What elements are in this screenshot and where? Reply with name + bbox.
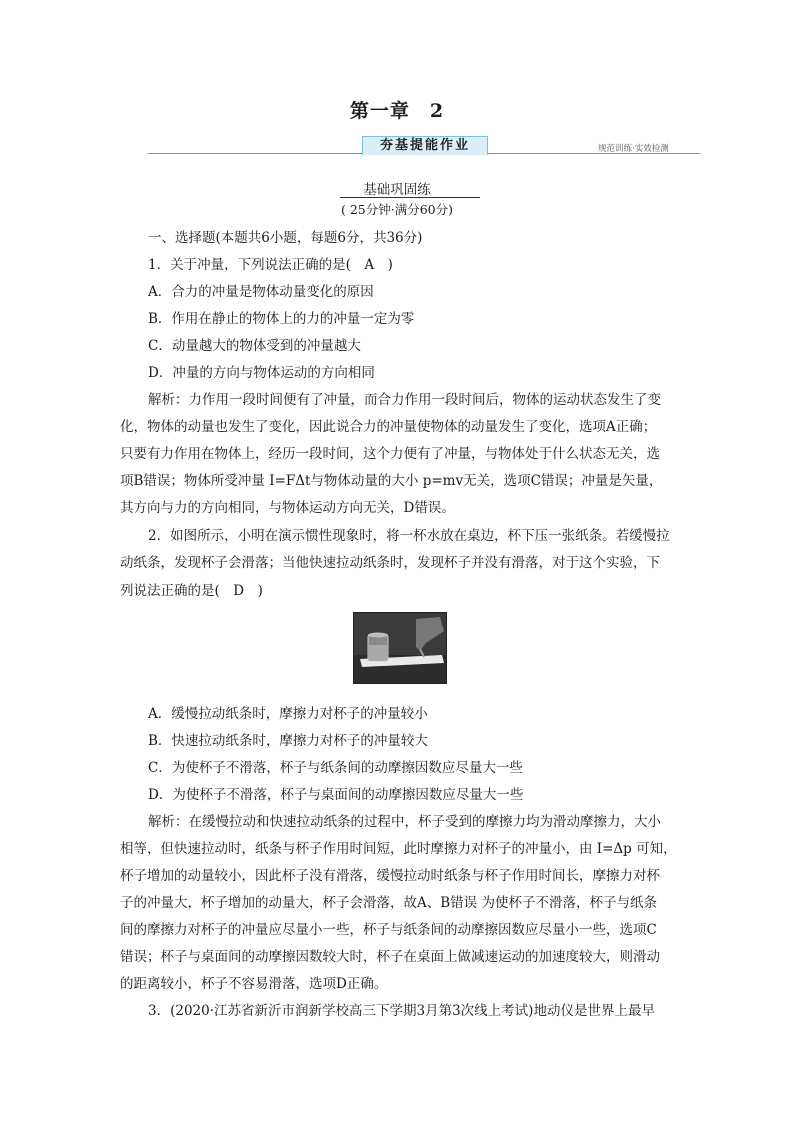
q2-option-c: C．为使杯子不滑落，杯子与纸条间的动摩擦因数应尽量大一些	[148, 760, 523, 776]
section-rule	[340, 197, 480, 198]
q2-option-d: D．为使杯子不滑落，杯子与桌面间的动摩擦因数应尽量大一些	[148, 787, 524, 803]
question-2: 2．如图所示，小明在演示惯性现象时，将一杯水放在桌边，杯下压一张纸条。若缓慢拉	[148, 528, 670, 544]
q1-analysis-line: 解析：力作用一段时间便有了冲量，而合力作用一段时间后，物体的运动状态发生了变	[148, 392, 661, 408]
section-subtitle: ( 25分钟·满分60分)	[340, 202, 453, 217]
question-2-cont: 列说法正确的是( D )	[120, 583, 263, 599]
q1-analysis-line: 其方向与力的方向相同，与物体运动方向无关，D错误。	[120, 500, 455, 516]
banner-right-label: 规范训练·实效检测	[598, 144, 669, 154]
part-heading: 一、选择题(本题共6小题，每题6分，共36分)	[148, 230, 423, 246]
q1-analysis-line: 项B错误；物体所受冲量 I=FΔt与物体动量的大小 p=mv无关，选项C错误；冲量是矢量，	[120, 473, 663, 489]
q1-option-a: A．合力的冲量是物体动量变化的原因	[148, 284, 374, 300]
section-title: 基础巩固练	[363, 182, 431, 198]
q2-option-b: B．快速拉动纸条时，摩擦力对杯子的冲量较大	[148, 733, 428, 749]
experiment-photo	[353, 612, 447, 684]
cup-on-paper-illustration	[354, 613, 446, 683]
question-1: 1．关于冲量，下列说法正确的是( A )	[148, 257, 393, 273]
q2-analysis-line: 解析：在缓慢拉动和快速拉动纸条的过程中，杯子受到的摩擦力均为滑动摩擦力，大小	[148, 814, 661, 830]
q2-analysis-line: 子的冲量大，杯子增加的动量大，杯子会滑落，故A、B错误 为使杯子不滑落，杯子与纸条	[120, 895, 657, 911]
question-3: 3．(2020·江苏省新沂市润新学校高三下学期3月第3次线上考试)地动仪是世界上最早	[148, 1003, 655, 1019]
q2-analysis-line: 的距离较小，杯子不容易滑落，选项D正确。	[120, 976, 388, 992]
question-2-cont: 动纸条，发现杯子会滑落；当他快速拉动纸条时，发现杯子并没有滑落，对于这个实验，下	[120, 555, 660, 571]
q2-option-a: A．缓慢拉动纸条时，摩擦力对杯子的冲量较小	[148, 706, 428, 722]
q2-analysis-line: 相等，但快速拉动时，纸条与杯子作用时间短，此时摩擦力对杯子的冲量小，由 I=Δp 可知，	[120, 841, 677, 857]
chapter-title: 第一章 2	[349, 100, 445, 122]
homework-banner: 夯基提能作业	[362, 136, 488, 155]
q1-analysis-line: 化，物体的动量也发生了变化，因此说合力的冲量使物体的动量发生了变化，选项A正确；	[120, 419, 657, 435]
q2-analysis-line: 间的摩擦力对杯子的冲量应尽量小一些，杯子与纸条间的动摩擦因数应尽量小一些，选项C	[120, 922, 657, 938]
q1-option-c: C．动量越大的物体受到的冲量越大	[148, 338, 361, 354]
q1-option-b: B．作用在静止的物体上的力的冲量一定为零	[148, 311, 415, 327]
q2-analysis-line: 杯子增加的动量较小，因此杯子没有滑落，缓慢拉动时纸条与杯子作用时间长，摩擦力对杯	[120, 868, 660, 884]
q2-analysis-line: 错误；杯子与桌面间的动摩擦因数较大时，杯子在桌面上做减速运动的加速度较大，则滑动	[120, 949, 660, 965]
q1-option-d: D．冲量的方向与物体运动的方向相同	[148, 365, 375, 381]
q1-analysis-line: 只要有力作用在物体上，经历一段时间，这个力便有了冲量，与物体处于什么状态无关，选	[120, 446, 660, 462]
